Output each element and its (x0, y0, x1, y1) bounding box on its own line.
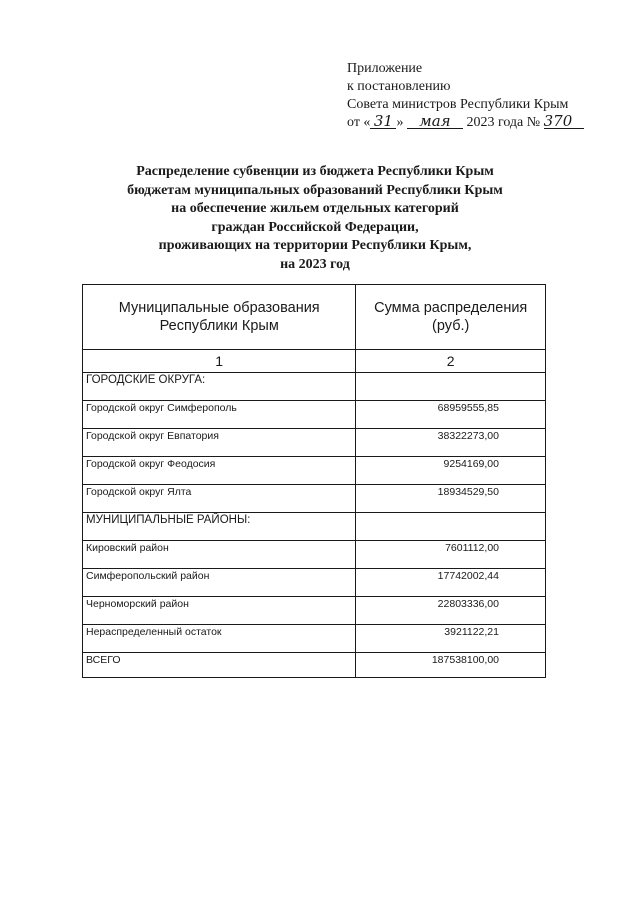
amount-cell: 17742002,44 (437, 570, 499, 582)
appendix-line-1: Приложение (347, 61, 423, 76)
document-title (80, 163, 550, 274)
table-row (83, 429, 546, 457)
amount-cell: 38322273,00 (437, 430, 499, 442)
row-name: Городской округ Евпатория (86, 430, 219, 442)
header-municipalities (83, 285, 356, 350)
handwritten-day: 31 (370, 114, 396, 129)
appendix-date-line (347, 114, 584, 132)
amount-cell: 3921122,21 (444, 626, 499, 638)
title-line-2: бюджетам муниципальных образований Республики Крым (127, 182, 503, 198)
amount-cell: 9254169,00 (443, 458, 499, 470)
header-col1-line1: Муниципальные образования (118, 300, 320, 316)
date-mid: » (396, 115, 404, 130)
table-row (83, 457, 546, 485)
handwritten-month: мая (407, 114, 463, 129)
amount-cell: 7601112,00 (445, 542, 499, 554)
title-line-6: на 2023 год (280, 256, 350, 272)
table-row (83, 513, 546, 541)
row-name: Симферопольский район (86, 570, 210, 582)
title-line-4: граждан Российской Федерации, (211, 219, 419, 235)
column-number-row (83, 350, 546, 373)
amount-cell (356, 373, 545, 374)
row-name: Нераспределенный остаток (86, 626, 222, 638)
title-line-3: на обеспечение жильем отдельных категорий (171, 201, 459, 216)
table-row-total (83, 653, 546, 678)
row-name: Черноморский район (86, 598, 189, 610)
row-name: Городской округ Феодосия (86, 458, 216, 470)
column-number-2: 2 (356, 350, 546, 373)
table-row (83, 373, 546, 401)
appendix-line-3: Совета министров Республики Крым (347, 97, 569, 112)
table-header-row (83, 285, 546, 350)
total-label: ВСЕГО (86, 654, 121, 666)
total-amount: 187538100,00 (431, 654, 499, 666)
distribution-table (82, 284, 546, 678)
title-line-1: Распределение субвенции из бюджета Республики Крым (136, 164, 494, 179)
handwritten-resolution-number: 370 (544, 114, 584, 129)
amount-cell: 22803336,00 (437, 598, 499, 610)
title-line-5: проживающих на территории Республики Крым, (158, 238, 472, 253)
header-col1-line2: Республики Крым (159, 318, 279, 334)
table-row (83, 569, 546, 597)
amount-cell: 18934529,50 (437, 486, 499, 498)
row-name: Городской округ Симферополь (86, 402, 237, 414)
table-row (83, 541, 546, 569)
row-name: Городской округ Ялта (86, 486, 192, 498)
table-row (83, 597, 546, 625)
appendix-block (347, 60, 584, 132)
column-number-1: 1 (83, 350, 356, 373)
appendix-line-2: к постановлению (347, 79, 451, 94)
table-row (83, 401, 546, 429)
table-row (83, 625, 546, 653)
row-name: Кировский район (86, 542, 169, 554)
section-heading-municipal-districts: МУНИЦИПАЛЬНЫЕ РАЙОНЫ: (86, 514, 251, 526)
header-amount (356, 285, 546, 350)
amount-cell: 68959555,85 (437, 402, 499, 414)
amount-cell (356, 513, 545, 514)
header-col2-label: Сумма распределения (руб.) (374, 300, 528, 334)
year-text: 2023 года № (466, 115, 541, 130)
table-row (83, 485, 546, 513)
section-heading-city-districts: ГОРОДСКИЕ ОКРУГА: (86, 374, 206, 386)
date-prefix: от « (347, 115, 371, 130)
